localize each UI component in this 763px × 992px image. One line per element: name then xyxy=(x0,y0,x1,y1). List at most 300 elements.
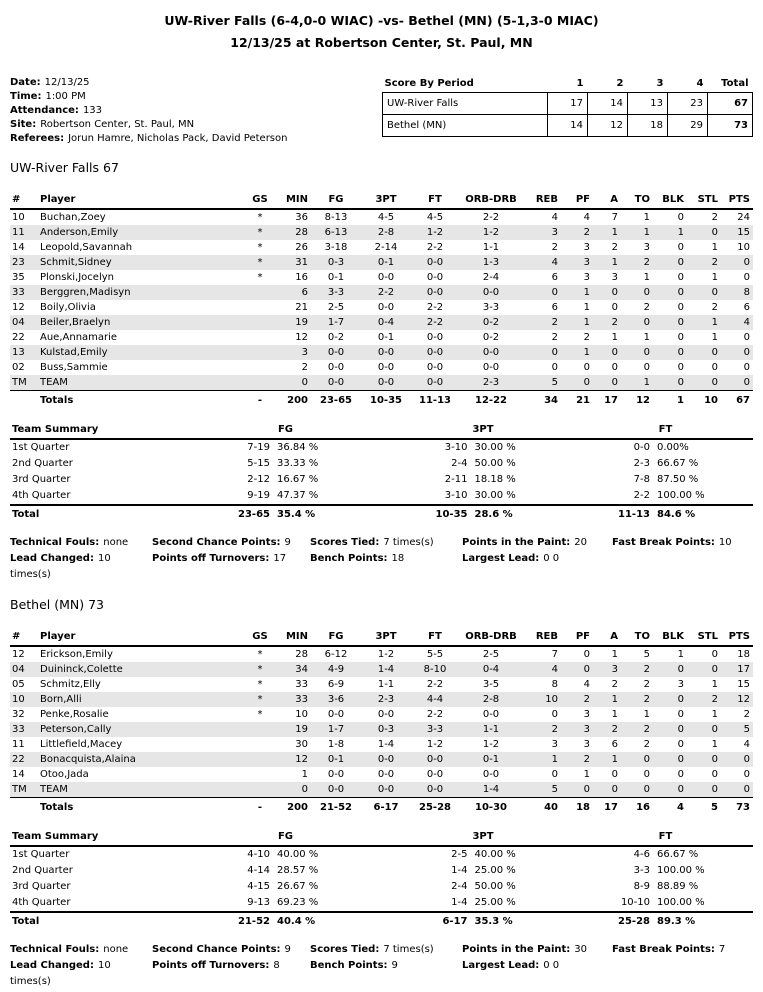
stl-cell: 0 xyxy=(711,724,718,735)
pf-cell: 4 xyxy=(583,679,590,690)
to-cell: 0 xyxy=(643,754,650,765)
pts-cell: 15 xyxy=(737,679,750,690)
stat-label: Lead Changed: xyxy=(10,960,94,971)
score-col-header-q1: 1 xyxy=(576,78,584,89)
player-row xyxy=(10,300,753,315)
stl-cell: 0 xyxy=(711,769,718,780)
reb-cell: 4 xyxy=(551,257,558,268)
to-cell: 1 xyxy=(643,377,650,388)
info-label: Site: xyxy=(10,119,37,130)
fg-cell: 6-9 xyxy=(327,679,345,690)
summary-row xyxy=(10,879,753,895)
to-cell: 5 xyxy=(643,649,650,660)
summary-header-fg: FG xyxy=(183,830,388,846)
col-header-a: A xyxy=(593,193,621,209)
ast-cell: 0 xyxy=(611,769,618,780)
stat-label: Scores Tied: xyxy=(310,537,380,548)
reb-cell: 0 xyxy=(551,769,558,780)
threept-made-att: 10-35 xyxy=(435,509,468,520)
pf-cell: 1 xyxy=(583,302,590,313)
ft-cell: 2-2 xyxy=(426,242,444,253)
ast-cell: 1 xyxy=(611,754,618,765)
totals-stl: 5 xyxy=(687,798,721,817)
ft-cell: 2-2 xyxy=(426,709,444,720)
threept-cell: 2-14 xyxy=(374,242,398,253)
fg-cell: 1-8 xyxy=(327,739,345,750)
col-header-min: MIN xyxy=(275,630,311,646)
quarter-label: 2nd Quarter xyxy=(12,865,73,876)
fg-summary xyxy=(183,472,388,488)
stl-cell: 1 xyxy=(711,739,718,750)
fg-pct: 28.57 % xyxy=(277,865,319,876)
threept-pct: 50.00 % xyxy=(474,458,516,469)
orbdrb-cell: 2-3 xyxy=(482,377,500,388)
stl-cell: 1 xyxy=(711,242,718,253)
fg-cell: 6-12 xyxy=(324,649,348,660)
threept-cell: 0-0 xyxy=(377,302,395,313)
score-team-name: UW-River Falls xyxy=(383,93,548,115)
player-number: 35 xyxy=(12,272,25,283)
blk-cell: 1 xyxy=(677,649,684,660)
threept-summary xyxy=(388,863,578,879)
score-col-header-q3: 3 xyxy=(656,78,664,89)
col-header-reb: REB xyxy=(523,630,561,646)
to-cell: 1 xyxy=(643,332,650,343)
fg-pct: 40.00 % xyxy=(277,849,319,860)
fg-cell: 0-1 xyxy=(327,272,345,283)
stl-cell: 1 xyxy=(711,272,718,283)
to-cell: 0 xyxy=(643,362,650,373)
orbdrb-cell: 1-1 xyxy=(482,724,500,735)
threept-cell: 0-0 xyxy=(377,709,395,720)
quarter-label: 2nd Quarter xyxy=(12,458,73,469)
summary-total-label: Total xyxy=(10,505,183,523)
gs-cell: * xyxy=(257,709,263,720)
reb-cell: 0 xyxy=(551,347,558,358)
pf-cell: 2 xyxy=(583,227,590,238)
player-row xyxy=(10,240,753,255)
to-cell: 0 xyxy=(643,769,650,780)
orbdrb-cell: 1-4 xyxy=(482,784,500,795)
fg-summary xyxy=(183,488,388,505)
misc-stats-footer xyxy=(10,535,753,583)
fg-pct: 40.4 % xyxy=(277,916,316,927)
stl-cell: 1 xyxy=(711,332,718,343)
player-row xyxy=(10,255,753,270)
ft-pct: 66.67 % xyxy=(657,458,699,469)
stl-cell: 0 xyxy=(711,362,718,373)
stat-item xyxy=(612,535,753,551)
ft-made-att: 2-3 xyxy=(633,458,650,469)
quarter-label: 4th Quarter xyxy=(12,897,71,908)
quarter-label: 4th Quarter xyxy=(12,490,71,501)
gs-cell: * xyxy=(257,257,263,268)
threept-cell: 1-4 xyxy=(377,739,395,750)
stat-label: Largest Lead: xyxy=(462,553,540,564)
col-header-to: TO xyxy=(621,630,653,646)
player-row xyxy=(10,225,753,240)
stl-cell: 2 xyxy=(711,694,718,705)
stat-label: Bench Points: xyxy=(310,553,388,564)
ft-cell: 4-4 xyxy=(426,694,444,705)
totals-blank xyxy=(10,798,38,817)
team-heading: Bethel (MN) 73 xyxy=(10,597,104,612)
stat-value: 7 times(s) xyxy=(383,944,434,955)
reb-cell: 0 xyxy=(551,709,558,720)
blk-cell: 0 xyxy=(677,302,684,313)
player-row xyxy=(10,737,753,752)
threept-pct: 30.00 % xyxy=(474,442,516,453)
orbdrb-cell: 2-8 xyxy=(482,694,500,705)
player-name: Plonski,Jocelyn xyxy=(40,272,114,283)
stat-item xyxy=(462,942,612,958)
ft-made-att: 25-28 xyxy=(618,916,650,927)
score-q4: 23 xyxy=(668,93,708,115)
min-cell: 36 xyxy=(295,212,308,223)
stat-item xyxy=(10,551,152,583)
fg-cell: 0-0 xyxy=(327,784,345,795)
info-label: Attendance: xyxy=(10,105,79,116)
fg-summary-total xyxy=(183,912,388,930)
player-name: Peterson,Cally xyxy=(40,724,112,735)
reb-cell: 5 xyxy=(551,377,558,388)
fg-pct: 35.4 % xyxy=(277,509,316,520)
fg-pct: 33.33 % xyxy=(277,458,319,469)
player-number: 12 xyxy=(12,302,25,313)
pf-cell: 4 xyxy=(583,212,590,223)
fg-made-att: 2-12 xyxy=(247,474,270,485)
player-row xyxy=(10,782,753,798)
player-row xyxy=(10,767,753,782)
ast-cell: 3 xyxy=(611,272,618,283)
col-header-fg: FG xyxy=(311,193,361,209)
ft-pct: 0.00% xyxy=(657,442,689,453)
box-score-table xyxy=(10,193,753,409)
player-row xyxy=(10,662,753,677)
threept-made-att: 3-10 xyxy=(444,490,468,501)
ft-made-att: 10-10 xyxy=(620,897,650,908)
ast-cell: 1 xyxy=(611,649,618,660)
score-q1: 17 xyxy=(548,93,588,115)
ast-cell: 1 xyxy=(611,227,618,238)
blk-cell: 0 xyxy=(677,664,684,675)
blk-cell: 0 xyxy=(677,377,684,388)
stl-cell: 0 xyxy=(711,784,718,795)
fg-pct: 36.84 % xyxy=(277,442,319,453)
player-number: 11 xyxy=(12,739,25,750)
misc-stats-row-2 xyxy=(10,958,753,990)
box-score-table xyxy=(10,630,753,816)
col-header-pts: PTS xyxy=(721,630,753,646)
threept-cell: 1-1 xyxy=(377,679,395,690)
stl-cell: 0 xyxy=(711,649,718,660)
box-header-row xyxy=(10,193,753,209)
title-block xyxy=(10,0,753,54)
ast-cell: 0 xyxy=(611,377,618,388)
score-by-period-table xyxy=(382,76,753,137)
threept-cell: 0-0 xyxy=(377,754,395,765)
score-q2: 12 xyxy=(588,115,628,137)
to-cell: 1 xyxy=(643,709,650,720)
fg-cell: 3-6 xyxy=(327,694,345,705)
ft-pct: 100.00 % xyxy=(657,865,705,876)
col-header-stl: STL xyxy=(687,193,721,209)
ft-summary xyxy=(578,472,753,488)
min-cell: 33 xyxy=(295,679,308,690)
player-row xyxy=(10,375,753,391)
summary-header-label: Team Summary xyxy=(10,830,183,846)
threept-made-att: 1-4 xyxy=(451,897,468,908)
threept-cell: 0-4 xyxy=(377,317,395,328)
totals-label: Totals xyxy=(38,391,245,410)
fg-cell: 3-18 xyxy=(324,242,348,253)
min-cell: 28 xyxy=(295,649,308,660)
threept-cell: 0-1 xyxy=(377,257,395,268)
blk-cell: 0 xyxy=(677,332,684,343)
team-summary-table xyxy=(10,830,753,930)
matchup-title: UW-River Falls (6-4,0-0 WIAC) -vs- Bethel (MN) (5-1,3-0 MIAC) xyxy=(164,13,599,28)
quarter-label: 3rd Quarter xyxy=(12,881,71,892)
score-row xyxy=(383,93,753,115)
misc-stats-row-2 xyxy=(10,551,753,583)
player-name: Leopold,Savannah xyxy=(40,242,133,253)
stat-value: none xyxy=(103,537,129,548)
player-number: 11 xyxy=(12,227,25,238)
fg-made-att: 9-19 xyxy=(247,490,270,501)
pts-cell: 0 xyxy=(743,362,750,373)
totals-blk: 1 xyxy=(653,391,687,410)
stat-value: 10 times(s) xyxy=(10,553,111,580)
reb-cell: 1 xyxy=(551,754,558,765)
summary-row xyxy=(10,472,753,488)
totals-min: 200 xyxy=(275,391,311,410)
col-header-blk: BLK xyxy=(653,193,687,209)
pts-cell: 2 xyxy=(743,709,750,720)
fg-pct: 69.23 % xyxy=(277,897,319,908)
player-number: TM xyxy=(12,377,27,388)
blk-cell: 3 xyxy=(677,679,684,690)
blk-cell: 0 xyxy=(677,287,684,298)
stat-value: none xyxy=(103,944,129,955)
fg-cell: 1-7 xyxy=(327,317,345,328)
info-line xyxy=(10,90,287,104)
min-cell: 33 xyxy=(295,694,308,705)
totals-to: 16 xyxy=(621,798,653,817)
pf-cell: 3 xyxy=(583,272,590,283)
col-header-ft: FT xyxy=(411,193,459,209)
col-header-min: MIN xyxy=(275,193,311,209)
summary-header-ft: FT xyxy=(578,830,753,846)
summary-total-row xyxy=(10,505,753,523)
gs-cell xyxy=(245,345,275,360)
player-name: Erickson,Emily xyxy=(40,649,113,660)
stat-label: Lead Changed: xyxy=(10,553,94,564)
blk-cell: 0 xyxy=(677,272,684,283)
gs-cell: * xyxy=(257,694,263,705)
min-cell: 12 xyxy=(295,332,308,343)
ft-made-att: 7-8 xyxy=(633,474,650,485)
stat-value: 18 xyxy=(391,553,405,564)
orbdrb-cell: 0-2 xyxy=(482,317,500,328)
threept-cell: 0-0 xyxy=(377,347,395,358)
stat-item xyxy=(462,551,612,583)
info-value: 133 xyxy=(82,105,103,116)
to-cell: 2 xyxy=(643,724,650,735)
summary-header-3pt: 3PT xyxy=(388,423,578,439)
to-cell: 2 xyxy=(643,739,650,750)
score-total: 67 xyxy=(708,93,753,115)
threept-cell: 2-3 xyxy=(377,694,395,705)
to-cell: 1 xyxy=(643,227,650,238)
ft-made-att: 4-6 xyxy=(633,849,650,860)
min-cell: 1 xyxy=(301,769,308,780)
stat-label: Second Chance Points: xyxy=(152,944,281,955)
score-header-row xyxy=(383,76,753,93)
ft-made-att: 3-3 xyxy=(633,865,650,876)
gs-cell xyxy=(245,285,275,300)
reb-cell: 0 xyxy=(551,362,558,373)
threept-pct: 40.00 % xyxy=(474,849,516,860)
player-number: 13 xyxy=(12,347,25,358)
info-label: Date: xyxy=(10,77,41,88)
orbdrb-cell: 0-0 xyxy=(482,347,500,358)
player-name: Berggren,Madisyn xyxy=(40,287,131,298)
blk-cell: 0 xyxy=(677,739,684,750)
player-row xyxy=(10,315,753,330)
orbdrb-cell: 2-2 xyxy=(482,212,500,223)
player-name: Littlefield,Macey xyxy=(40,739,123,750)
player-name: Aue,Annamarie xyxy=(40,332,118,343)
pts-cell: 10 xyxy=(737,242,750,253)
fg-summary xyxy=(183,863,388,879)
player-row xyxy=(10,692,753,707)
pts-cell: 0 xyxy=(743,784,750,795)
min-cell: 2 xyxy=(301,362,308,373)
orbdrb-cell: 0-0 xyxy=(482,362,500,373)
orbdrb-cell: 1-1 xyxy=(482,242,500,253)
pf-cell: 0 xyxy=(583,362,590,373)
score-q2: 14 xyxy=(588,93,628,115)
threept-made-att: 3-10 xyxy=(444,442,468,453)
totals-reb: 40 xyxy=(523,798,561,817)
to-cell: 1 xyxy=(643,272,650,283)
totals-reb: 34 xyxy=(523,391,561,410)
player-name: Penke,Rosalie xyxy=(40,709,109,720)
fg-summary xyxy=(183,879,388,895)
game-meta-section xyxy=(10,76,753,146)
score-q3: 13 xyxy=(628,93,668,115)
min-cell: 0 xyxy=(301,784,308,795)
ast-cell: 2 xyxy=(611,242,618,253)
player-number: 04 xyxy=(12,664,25,675)
ft-made-att: 0-0 xyxy=(633,442,650,453)
ft-summary-total xyxy=(578,912,753,930)
info-label: Time: xyxy=(10,91,42,102)
score-col-header-q2: 2 xyxy=(616,78,624,89)
orbdrb-cell: 3-5 xyxy=(482,679,500,690)
threept-cell: 1-4 xyxy=(377,664,395,675)
col-header-to: TO xyxy=(621,193,653,209)
fg-cell: 0-2 xyxy=(327,332,345,343)
stat-value: 7 times(s) xyxy=(383,537,434,548)
pts-cell: 15 xyxy=(737,227,750,238)
quarter-label: 1st Quarter xyxy=(12,849,70,860)
stat-value: 17 xyxy=(273,553,287,564)
quarter-label: 1st Quarter xyxy=(12,442,70,453)
fg-summary xyxy=(183,846,388,863)
info-label: Referees: xyxy=(10,133,65,144)
gs-cell xyxy=(245,722,275,737)
ast-cell: 0 xyxy=(611,362,618,373)
ft-cell: 0-0 xyxy=(426,784,444,795)
player-row xyxy=(10,677,753,692)
ft-cell: 0-0 xyxy=(426,287,444,298)
orbdrb-cell: 0-4 xyxy=(482,664,500,675)
threept-pct: 25.00 % xyxy=(474,897,516,908)
fg-made-att: 4-15 xyxy=(247,881,270,892)
stl-cell: 2 xyxy=(711,212,718,223)
stat-value: 20 xyxy=(574,537,588,548)
stat-value: 9 xyxy=(391,960,398,971)
col-header-ft: FT xyxy=(411,630,459,646)
ast-cell: 1 xyxy=(611,694,618,705)
orbdrb-cell: 1-2 xyxy=(482,739,500,750)
player-name: Buchan,Zoey xyxy=(40,212,106,223)
threept-pct: 28.6 % xyxy=(474,509,513,520)
fg-made-att: 21-52 xyxy=(238,916,270,927)
to-cell: 2 xyxy=(643,679,650,690)
player-number: 10 xyxy=(12,212,25,223)
stat-value: 7 xyxy=(718,944,726,955)
stat-item xyxy=(310,942,462,958)
stat-item xyxy=(152,958,310,990)
col-header-stl: STL xyxy=(687,630,721,646)
totals-fg: 21-52 xyxy=(311,798,361,817)
fg-summary xyxy=(183,456,388,472)
player-row xyxy=(10,285,753,300)
threept-cell: 0-0 xyxy=(377,362,395,373)
fg-cell: 8-13 xyxy=(324,212,348,223)
ast-cell: 3 xyxy=(611,664,618,675)
fg-cell: 0-0 xyxy=(327,362,345,373)
ast-cell: 6 xyxy=(611,739,618,750)
gs-cell: * xyxy=(257,212,263,223)
player-row xyxy=(10,209,753,225)
threept-made-att: 2-4 xyxy=(451,881,468,892)
orbdrb-cell: 0-0 xyxy=(482,709,500,720)
ast-cell: 0 xyxy=(611,287,618,298)
to-cell: 0 xyxy=(643,317,650,328)
ast-cell: 0 xyxy=(611,302,618,313)
player-name: TEAM xyxy=(40,784,68,795)
totals-ft: 11-13 xyxy=(411,391,459,410)
info-value: 1:00 PM xyxy=(45,91,86,102)
player-number: 23 xyxy=(12,257,25,268)
fg-summary xyxy=(183,895,388,912)
threept-pct: 35.3 % xyxy=(474,916,513,927)
threept-pct: 18.18 % xyxy=(474,474,516,485)
gs-cell xyxy=(245,767,275,782)
ft-cell: 2-2 xyxy=(426,302,444,313)
stl-cell: 2 xyxy=(711,302,718,313)
summary-header-ft: FT xyxy=(578,423,753,439)
threept-summary xyxy=(388,439,578,456)
min-cell: 12 xyxy=(295,754,308,765)
fg-cell: 2-5 xyxy=(327,302,345,313)
blk-cell: 0 xyxy=(677,347,684,358)
player-number: 33 xyxy=(12,724,25,735)
col-header-orbdrb: ORB-DRB xyxy=(459,630,523,646)
